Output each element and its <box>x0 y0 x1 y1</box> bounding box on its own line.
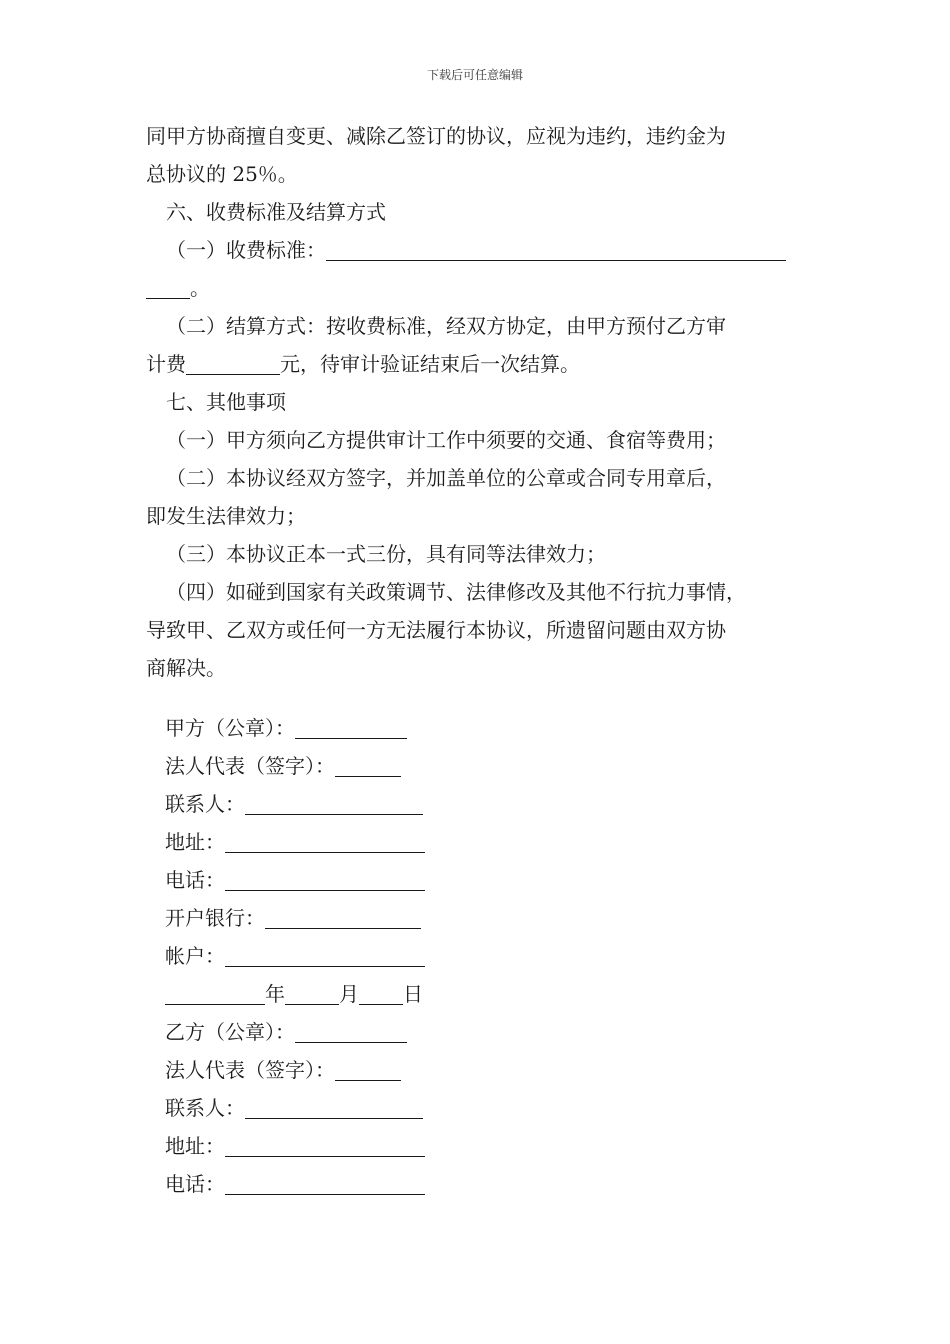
paragraph-line: （二）结算方式：按收费标准，经双方协定，由甲方预付乙方审 <box>166 314 726 338</box>
party-b-rep-blank[interactable] <box>335 1056 401 1081</box>
party-a-phone-blank[interactable] <box>225 866 425 891</box>
party-b-seal-label: 乙方（公章）： <box>165 1020 295 1044</box>
party-a-bank-blank[interactable] <box>265 904 421 929</box>
party-b-phone-row <box>165 1165 425 1203</box>
year-blank[interactable] <box>165 980 265 1005</box>
paragraph-line: 同甲方协商擅自变更、减除乙签订的协议，应视为违约，违约金为 <box>146 124 726 148</box>
audit-fee-blank[interactable] <box>186 350 280 375</box>
party-b-seal-row <box>165 1013 407 1051</box>
paragraph-line: （二）本协议经双方签字，并加盖单位的公章或合同专用章后， <box>166 466 726 490</box>
fee-standard-line <box>166 231 786 269</box>
fee-standard-continuation <box>146 269 210 307</box>
party-b-phone-label: 电话： <box>165 1172 225 1196</box>
party-b-address-blank[interactable] <box>225 1132 425 1157</box>
party-a-address-blank[interactable] <box>225 828 425 853</box>
party-a-account-blank[interactable] <box>225 942 425 967</box>
settlement-suffix: 元，待审计验证结束后一次结算。 <box>280 352 580 376</box>
paragraph-line: （一）甲方须向乙方提供审计工作中须要的交通、食宿等费用； <box>166 428 726 452</box>
party-a-contact-row <box>165 785 423 823</box>
settlement-line <box>146 345 580 383</box>
party-b-address-row <box>165 1127 425 1165</box>
party-a-address-row <box>165 823 425 861</box>
party-b-seal-blank[interactable] <box>295 1018 407 1043</box>
party-a-bank-label: 开户银行： <box>165 906 265 930</box>
party-b-address-label: 地址： <box>165 1134 225 1158</box>
party-a-seal-row <box>165 709 407 747</box>
day-blank[interactable] <box>359 980 403 1005</box>
fee-standard-blank-cont[interactable] <box>146 274 190 299</box>
party-a-address-label: 地址： <box>165 830 225 854</box>
paragraph-line: （四）如碰到国家有关政策调节、法律修改及其他不行抗力事情， <box>166 580 746 604</box>
party-a-bank-row <box>165 899 421 937</box>
section-title-6: 六、收费标准及结算方式 <box>166 200 386 224</box>
paragraph-line: 导致甲、乙双方或任何一方无法履行本协议，所遗留问题由双方协 <box>146 618 726 642</box>
party-a-seal-label: 甲方（公章）： <box>165 716 295 740</box>
month-label: 月 <box>339 982 359 1006</box>
party-b-rep-label: 法人代表（签字）： <box>165 1058 335 1082</box>
fee-standard-blank[interactable] <box>326 236 786 261</box>
paragraph-line: （三）本协议正本一式三份，具有同等法律效力； <box>166 542 606 566</box>
party-b-contact-row <box>165 1089 423 1127</box>
party-a-account-label: 帐户： <box>165 944 225 968</box>
party-a-phone-row <box>165 861 425 899</box>
year-label: 年 <box>265 982 285 1006</box>
party-b-contact-label: 联系人： <box>165 1096 245 1120</box>
party-a-seal-blank[interactable] <box>295 714 407 739</box>
party-a-account-row <box>165 937 425 975</box>
party-a-rep-blank[interactable] <box>335 752 401 777</box>
party-a-rep-label: 法人代表（签字）： <box>165 754 335 778</box>
paragraph-line: 总协议的 25％。 <box>146 162 298 186</box>
party-a-contact-label: 联系人： <box>165 792 245 816</box>
party-b-contact-blank[interactable] <box>245 1094 423 1119</box>
paragraph-line: 即发生法律效力； <box>146 504 306 528</box>
day-label: 日 <box>403 982 423 1006</box>
date-row <box>165 975 423 1013</box>
section-title-7: 七、其他事项 <box>166 390 286 414</box>
party-a-contact-blank[interactable] <box>245 790 423 815</box>
party-a-phone-label: 电话： <box>165 868 225 892</box>
party-a-rep-row <box>165 747 401 785</box>
fee-standard-label: （一）收费标准： <box>166 238 326 262</box>
month-blank[interactable] <box>285 980 339 1005</box>
paragraph-line: 商解决。 <box>146 656 226 680</box>
party-b-rep-row <box>165 1051 401 1089</box>
settlement-prefix: 计费 <box>146 352 186 376</box>
page-header: 下载后可任意编辑 <box>426 68 523 82</box>
fee-standard-end: 。 <box>190 276 210 300</box>
party-b-phone-blank[interactable] <box>225 1170 425 1195</box>
